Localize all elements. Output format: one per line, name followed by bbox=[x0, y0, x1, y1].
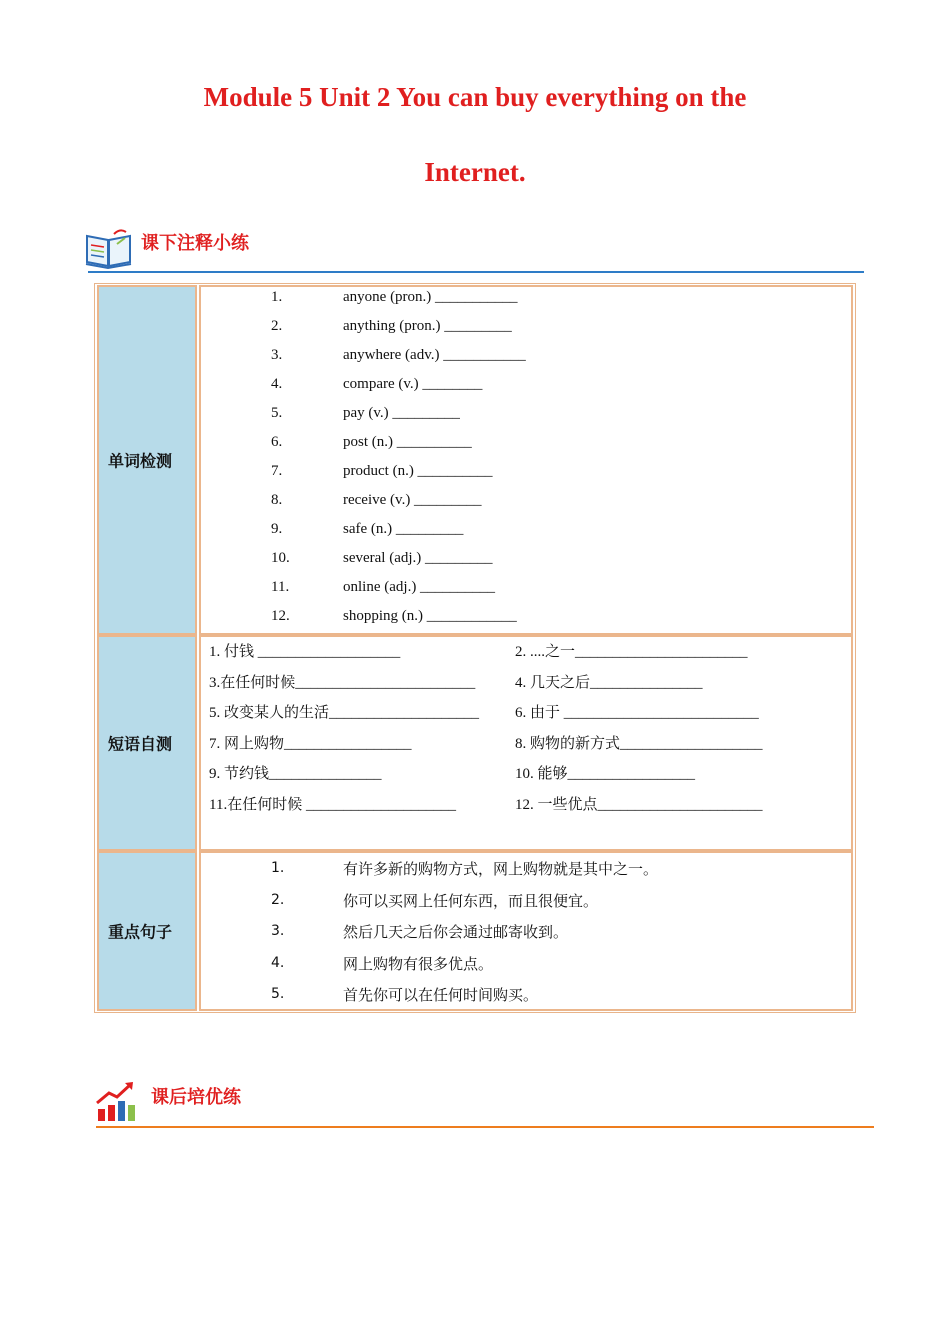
word-item-text: post (n.) __________ bbox=[343, 434, 472, 450]
word-item bbox=[201, 347, 851, 369]
word-item bbox=[201, 550, 851, 572]
phrase-item: 6. 由于 __________________________ bbox=[515, 705, 759, 722]
section-divider-orange bbox=[96, 1126, 874, 1128]
phrase-item: 7. 网上购物_________________ bbox=[209, 735, 412, 752]
word-item-text: product (n.) __________ bbox=[343, 463, 493, 479]
phrase-item: 9. 节约钱_______________ bbox=[209, 766, 382, 783]
word-item-number: 7. bbox=[271, 463, 283, 479]
word-item-number: 9. bbox=[271, 521, 283, 537]
phrases-row bbox=[97, 635, 853, 851]
sentence-text: 网上购物有很多优点。 bbox=[343, 956, 494, 973]
word-item bbox=[201, 492, 851, 514]
open-book-icon bbox=[84, 226, 134, 270]
word-item bbox=[201, 608, 851, 630]
sentence-number: 4. bbox=[271, 954, 285, 971]
word-item-text: receive (v.) _________ bbox=[343, 492, 482, 508]
word-item-number: 6. bbox=[271, 434, 283, 450]
phrases-label-cell bbox=[97, 635, 197, 851]
word-item-number: 1. bbox=[271, 289, 283, 305]
word-item bbox=[201, 521, 851, 543]
phrase-item: 10. 能够_________________ bbox=[515, 766, 696, 783]
sentence-text: 你可以买网上任何东西，而且很便宜。 bbox=[343, 893, 599, 910]
phrase-item: 2. ....之一_______________________ bbox=[515, 644, 748, 660]
sentence-text: 然后几天之后你会通过邮寄收到。 bbox=[343, 925, 569, 941]
word-item bbox=[201, 434, 851, 456]
word-item-text: pay (v.) _________ bbox=[343, 405, 460, 421]
word-item bbox=[201, 376, 851, 398]
section-divider-blue bbox=[88, 271, 864, 273]
sentence-text: 首先你可以在任何时间购买。 bbox=[343, 988, 539, 1004]
word-item bbox=[201, 405, 851, 427]
word-item bbox=[201, 579, 851, 601]
words-label: 单词检测 bbox=[108, 451, 173, 471]
page-title-line2: Internet. bbox=[424, 157, 526, 187]
sentence-number: 1. bbox=[271, 860, 285, 876]
sentences-row bbox=[97, 851, 853, 1011]
phrase-item: 12. 一些优点______________________ bbox=[515, 797, 763, 813]
section-title-practice: 课后培优练 bbox=[151, 1087, 241, 1108]
sentence-number: 3. bbox=[271, 923, 285, 939]
word-item-text: anywhere (adv.) ___________ bbox=[343, 347, 526, 363]
words-list bbox=[199, 285, 853, 635]
word-item-number: 3. bbox=[271, 347, 283, 363]
word-item-text: anyone (pron.) ___________ bbox=[343, 289, 518, 305]
section-title-notes: 课下注释小练 bbox=[141, 233, 249, 254]
words-row bbox=[97, 285, 853, 635]
word-item-text: anything (pron.) _________ bbox=[343, 318, 512, 334]
word-item-text: shopping (n.) ____________ bbox=[343, 608, 517, 624]
phrases-list bbox=[199, 635, 853, 851]
growth-chart-icon bbox=[95, 1079, 139, 1123]
phrase-item: 8. 购物的新方式___________________ bbox=[515, 735, 763, 752]
phrase-item: 4. 几天之后_______________ bbox=[515, 674, 703, 691]
sentence-text: 有许多新的购物方式，网上购物就是其中之一。 bbox=[343, 862, 659, 878]
word-item bbox=[201, 463, 851, 485]
word-item-text: several (adj.) _________ bbox=[343, 550, 493, 566]
phrase-item: 1. 付钱 ___________________ bbox=[209, 644, 401, 660]
sentences-label: 重点句子 bbox=[108, 922, 173, 942]
words-label-cell bbox=[97, 285, 197, 635]
page-title-line1: Module 5 Unit 2 You can buy everything on the bbox=[203, 82, 747, 112]
word-item-number: 10. bbox=[271, 550, 290, 566]
word-item-number: 4. bbox=[271, 376, 283, 392]
word-item-number: 12. bbox=[271, 608, 290, 624]
word-item-text: safe (n.) _________ bbox=[343, 521, 464, 537]
sentence-number: 2. bbox=[271, 891, 285, 908]
sentences-list bbox=[199, 851, 853, 1011]
word-item-number: 11. bbox=[271, 579, 290, 595]
word-item-number: 5. bbox=[271, 405, 283, 421]
sentence-number: 5. bbox=[271, 986, 285, 1002]
word-item-number: 2. bbox=[271, 318, 283, 334]
word-item-text: online (adj.) __________ bbox=[343, 579, 496, 595]
phrase-item: 5. 改变某人的生活____________________ bbox=[209, 705, 480, 722]
sentences-label-cell bbox=[97, 851, 197, 1011]
word-item bbox=[201, 289, 851, 311]
word-item bbox=[201, 318, 851, 340]
word-item-text: compare (v.) ________ bbox=[343, 376, 483, 392]
exercise-table bbox=[94, 283, 856, 1013]
phrase-item: 11.在任何时候 ____________________ bbox=[209, 797, 456, 813]
phrase-item: 3.在任何时候________________________ bbox=[209, 674, 476, 691]
phrases-label: 短语自测 bbox=[108, 734, 173, 754]
word-item-number: 8. bbox=[271, 492, 283, 508]
